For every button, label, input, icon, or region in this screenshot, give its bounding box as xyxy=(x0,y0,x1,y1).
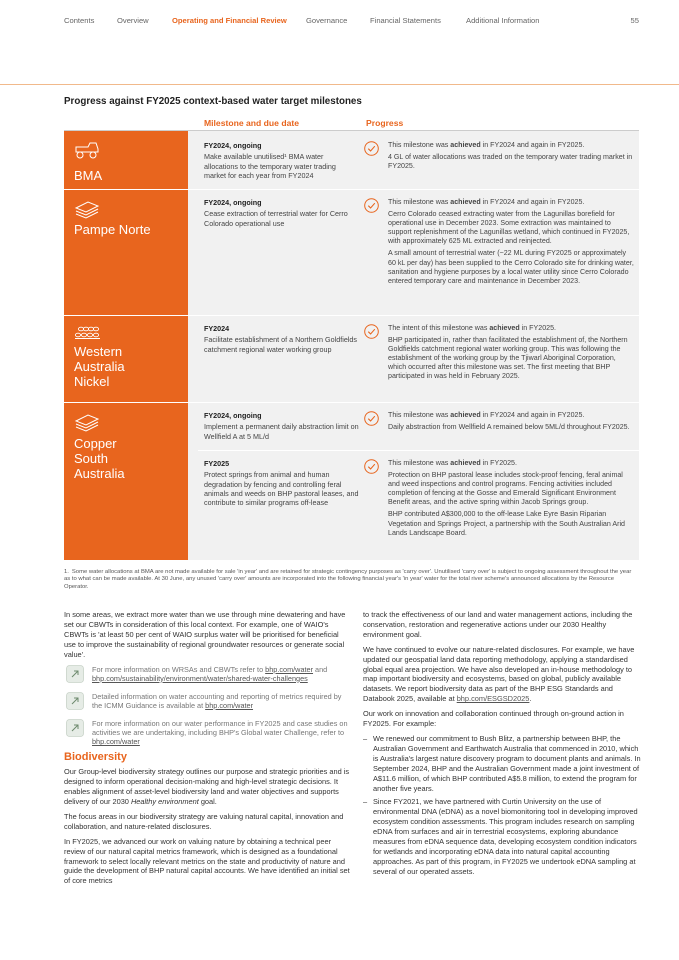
progress-text: This milestone was achieved in FY2024 and again in FY2025. Daily abstraction from Wellfield A remained below 5ML/d throughout FY2025. xyxy=(388,411,630,432)
check-circle-icon xyxy=(364,411,379,426)
milestone-description: Make available unutilised¹ BMA water allocations to the temporary water trading market for each year from FY2024 xyxy=(204,152,336,180)
copper-cathode-icon xyxy=(74,413,100,433)
site-cell-bma xyxy=(64,131,188,189)
milestone-text xyxy=(204,141,359,180)
page-number: 55 xyxy=(630,16,639,25)
paragraph: In some areas, we extract more water than we use through mine dewatering and have set our CBWTs in consideration of this local context. For example, one of WAIO's CBWTs is 'at least 50 per cent of WAIO surplus water will be prioritised for beneficial use to improve the sustainability of regional groundwater resources or generate social value'. xyxy=(64,610,346,659)
milestone-due-date: FY2024 xyxy=(204,324,230,333)
column-header-progress: Progress xyxy=(366,118,404,128)
paragraph: to track the effectiveness of our land and water management actions, including the conservation, restoration and regenerative actions under our 2030 Healthy environment goal. xyxy=(363,610,633,639)
info-callout-wrsa: For more information on WRSAs and CBWTs refer to bhp.com/water and bhp.com/sustainability/environment/water/shared-water-challenges xyxy=(64,665,350,685)
site-cell-western-australia-nickel xyxy=(64,316,188,402)
site-name: Western Australia Nickel xyxy=(74,344,125,389)
milestone-text xyxy=(204,411,359,441)
link-bhp-water[interactable]: bhp.com/water xyxy=(205,700,254,710)
table-row-pampe-norte xyxy=(64,190,639,315)
progress-text: This milestone was achieved in FY2025. Protection on BHP pastoral lease includes stock-proof fencing, feral animal and weed inspections and control programs. Fencing activities included completion of fencing at the Gosse and Emerald Significant Environment Benefit areas, and the active spring within Jacob Springs group. BHP contributed A$300,000 to the off-lease Lake Eyre Basin Riparian Vegetation and Springs Project, a partnership with the South Australian Arid Lands Landscape Board. xyxy=(388,459,625,537)
paragraph: We have continued to evolve our nature-related disclosures. For example, we have updated our geospatial land data reporting methodology, applying a standardised global equal area projection. We have also developed an in-house methodology to map important biodiversity and ecosystems, based on global, publicly available datasets. We report biodiversity data as part of the BHP ESG Standards and Databook 2025, available at bhp.com/ESGSD2025. xyxy=(363,644,635,704)
milestone-due-date: FY2025 xyxy=(204,459,230,468)
table-row-copper-south-australia xyxy=(64,403,639,560)
site-name: Pampe Norte xyxy=(74,222,151,237)
check-circle-icon xyxy=(364,141,379,156)
bullet-item: – Since FY2021, we have partnered with Curtin University on the use of environmental DNA (eDNA) as a novel biomonitoring tool in developing improved ecosystem condition assessments. This program includes research on sampling eDNA from surfaces and air in terrestrial ecosystems, exploring abundance measures from eDNA sequence data, developing ecosystem condition indicators for wetlands and incorporating eDNA data into natural capital accounting approaches. As part of this program, in FY2025 we undertook eDNA sampling at several of our operated assets. xyxy=(363,797,645,876)
progress-text: This milestone was achieved in FY2024 and again in FY2025. 4 GL of water allocations was traded on the temporary water trading market in FY2025. xyxy=(388,141,633,171)
nav-financial-statements[interactable]: Financial Statements xyxy=(370,16,441,25)
site-cell-copper-south-australia xyxy=(64,403,188,560)
mining-truck-icon xyxy=(74,141,100,159)
nav-governance[interactable]: Governance xyxy=(306,16,348,25)
milestone-due-date: FY2024, ongoing xyxy=(204,411,262,420)
nav-overview[interactable]: Overview xyxy=(117,16,149,25)
milestone-due-date: FY2024, ongoing xyxy=(204,198,262,207)
left-column xyxy=(64,610,350,891)
right-column xyxy=(363,610,645,881)
milestone-description: Facilitate establishment of a Northern Goldfields catchment regional water working group xyxy=(204,335,358,354)
site-name: Copper South Australia xyxy=(74,436,125,481)
check-circle-icon xyxy=(364,324,379,339)
nickel-briquettes-icon xyxy=(74,326,102,340)
nav-contents[interactable]: Contents xyxy=(64,16,95,25)
paragraph: In FY2025, we advanced our work on valuing nature by obtaining a technical peer review of our natural capital metrics framework, which is designed as a foundational framework to select locally relevant metrics on the state and productivity of nature and guide the development of BHP natural capital accounts. We have identified an initial set of core metrics xyxy=(64,836,350,886)
top-navigation xyxy=(64,16,639,30)
milestone-text xyxy=(204,324,359,354)
info-callout-accounting: Detailed information on water accounting and reporting of metrics required by the ICMM Guidance is available at bhp.com/water xyxy=(64,692,350,712)
check-circle-icon xyxy=(364,198,379,213)
nav-operating-financial-review[interactable]: Operating and Financial Review xyxy=(172,16,287,25)
milestone-text xyxy=(204,198,359,228)
link-bhp-water[interactable]: bhp.com/water xyxy=(265,664,314,674)
info-callout-performance: For more information on our water performance in FY2025 and case studies on activities we are undertaking, including BHP's Global water Challenge, refer to bhp.com/water xyxy=(64,719,350,747)
header-divider xyxy=(0,84,679,85)
link-esgsd2025[interactable]: bhp.com/ESGSD2025 xyxy=(456,694,530,704)
biodiversity-heading: Biodiversity xyxy=(64,751,127,764)
table-row-western-australia-nickel xyxy=(64,316,639,402)
external-link-icon[interactable] xyxy=(66,665,84,683)
paragraph: Our work on innovation and collaboration continued through on-ground action in FY2025. For example: xyxy=(363,709,624,729)
nav-additional-information[interactable]: Additional Information xyxy=(466,16,540,25)
milestone-due-date: FY2024, ongoing xyxy=(204,141,262,150)
section-title: Progress against FY2025 context-based water target milestones xyxy=(64,96,362,107)
site-cell-pampe-norte xyxy=(64,190,188,315)
paragraph: The focus areas in our biodiversity strategy are valuing natural capital, innovation and collaboration, and nature-related disclosures. xyxy=(64,811,344,831)
bullet-item: – We renewed our commitment to Bush Blitz, a partnership between BHP, the Australian Government and Earthwatch Australia that commenced in 2010, which is Australia's largest nature discovery program to document plants and animals. In September 2024, BHP and the Australian Government made a joint investment of A$11.6 million, of which BHP contributed A$5.8 million, to extend the program for another five years. xyxy=(363,734,645,793)
milestone-description: Cease extraction of terrestrial water for Cerro Colorado operational use xyxy=(204,209,348,228)
link-bhp-water[interactable]: bhp.com/water xyxy=(92,737,140,747)
progress-text: The intent of this milestone was achieved in FY2025. BHP participated in, rather than facilitated the establishment of, the Northern Goldfields catchment regional water working group. This was following the establishment of the working group by the Tjiwarl Aboriginal Corporation, which occurred after this milestone was set. The first meeting that BHP participated in was held in February 2025. xyxy=(388,324,628,381)
row-subdivider xyxy=(198,450,639,451)
milestone-description: Implement a permanent daily abstraction limit on Wellfield A at 5 ML/d xyxy=(204,422,359,441)
site-name: BMA xyxy=(74,168,103,183)
check-circle-icon xyxy=(364,459,379,474)
external-link-icon[interactable] xyxy=(66,719,84,737)
table-row-bma xyxy=(64,131,639,189)
milestone-text xyxy=(204,459,359,507)
milestone-description: Protect springs from animal and human degradation by fencing and controlling feral animals and weeds on BHP pastoral leases, and contribute to similar programs off-lease xyxy=(204,470,359,508)
copper-cathode-icon xyxy=(74,200,100,220)
progress-text: This milestone was achieved in FY2024 and again in FY2025. Cerro Colorado ceased extracting water from the Lagunillas borefield for operational use in December 2023. Some extraction was maintained to support replenishment of the Lagunillas wetland, which continued in FY2025, with approximately 625 ML extracted and reinjected. A small amount of terrestrial water (~22 ML during FY2025 or approximately 60 kL per day) has been supplied to the Cerro Colorado site for drinking water, sanitation and hygiene purposes by a local water utility since Cerro Colorado entered temporary care and maintenance in December 2023. xyxy=(388,198,634,285)
paragraph: Our Group-level biodiversity strategy outlines our purpose and strategic priorities and is designed to inform operational decision-making and high-level strategic decisions. It enables alignment of asset-level biodiversity land and water objectives and supports delivery of our 2030 Healthy environment goal. xyxy=(64,767,350,807)
link-shared-water-challenges[interactable]: bhp.com/sustainability/environment/water/shared-water-challenges xyxy=(92,673,308,683)
column-header-milestone: Milestone and due date xyxy=(204,118,300,128)
footnote: 1. Some water allocations at BMA are not made available for sale 'in year' and are retained for strategic contingency purposes as 'carry over'. Unutilised 'carry over' is subject to ongoing assessment throughout the year as to what can be made available. At 30 June, any unused 'carry over' amounts are incorporated into the following financial year's 'in year' water for the total river scheme's announced allocations by the Resource Operator. xyxy=(64,569,632,590)
external-link-icon[interactable] xyxy=(66,692,84,710)
